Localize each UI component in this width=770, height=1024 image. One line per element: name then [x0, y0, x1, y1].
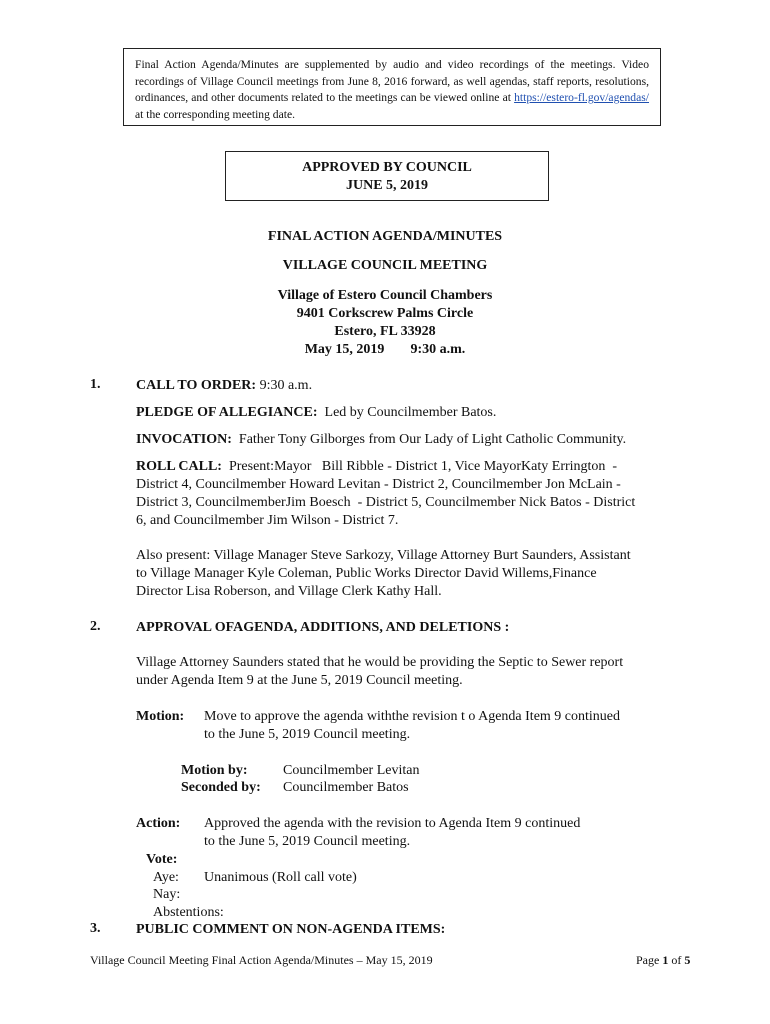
page-word: Page	[636, 953, 660, 967]
roll-line-3: District 3, CouncilmemberJim Boesch - District 5, Councilmember Nick Batos - District	[136, 495, 636, 510]
roll-line-1: Present:Mayor Bill Ribble - District 1, Vice MayorKaty Errington -	[228, 459, 618, 474]
call-label: CALL TO ORDER:	[136, 378, 257, 393]
aye-value: Unanimous (Roll call vote)	[204, 870, 357, 885]
item-3-number: 3.	[90, 921, 101, 936]
motion-line-1: Move to approve the agenda withthe revision t o Agenda Item 9 continued	[204, 709, 621, 724]
roll-call	[136, 458, 617, 476]
item-2-heading: APPROVAL OFAGENDA, ADDITIONS, AND DELETIONS :	[136, 620, 510, 635]
meeting-date: May 15, 2019	[304, 342, 385, 357]
abstentions-label: Abstentions:	[153, 905, 224, 920]
call-value: 9:30 a.m.	[259, 378, 313, 393]
motion-by-value: Councilmember Levitan	[283, 763, 420, 778]
also-line-2: to Village Manager Kyle Coleman, Public Works Director David Willems,Finance	[136, 566, 597, 581]
invocation-value: Father Tony Gilborges from Our Lady of Light Catholic Community.	[238, 432, 627, 447]
notice-text-end: at the corresponding meeting date.	[135, 107, 296, 121]
document-title: FINAL ACTION AGENDA/MINUTES	[267, 229, 503, 244]
approval-stamp-box	[225, 151, 549, 201]
call-to-order	[136, 377, 312, 395]
pledge-label: PLEDGE OF ALLEGIANCE:	[136, 405, 318, 420]
approval-line-2: JUNE 5, 2019	[345, 178, 429, 193]
action-label: Action:	[136, 816, 181, 831]
meeting-address: 9401 Corkscrew Palms Circle	[296, 306, 474, 321]
item-1-number: 1.	[90, 377, 101, 392]
seconded-label: Seconded by:	[181, 780, 261, 795]
roll-line-4: 6, and Councilmember Jim Wilson - District 7.	[136, 513, 399, 528]
meeting-title: VILLAGE COUNCIL MEETING	[282, 258, 488, 273]
agendas-link[interactable]: https://estero-fl.gov/agendas/	[514, 91, 649, 105]
action-line-2: to the June 5, 2019 Council meeting.	[204, 834, 411, 849]
also-line-1: Also present: Village Manager Steve Sarkozy, Village Attorney Burt Saunders, Assistant	[136, 548, 631, 563]
page-number	[636, 953, 690, 968]
meeting-datetime	[0, 342, 770, 358]
pledge-value: Led by Councilmember Batos.	[324, 405, 497, 420]
page-current: 1	[662, 953, 669, 967]
vote-label: Vote:	[146, 852, 178, 867]
meeting-location: Village of Estero Council Chambers	[277, 288, 493, 303]
footer-title: Village Council Meeting Final Action Agenda/Minutes – May 15, 2019	[90, 953, 433, 967]
item-3-heading: PUBLIC COMMENT ON NON-AGENDA ITEMS:	[136, 922, 446, 937]
meeting-city: Estero, FL 33928	[334, 324, 436, 339]
invocation	[136, 431, 626, 449]
of-word: of	[671, 953, 682, 967]
aye-label: Aye:	[153, 870, 179, 885]
pledge	[136, 404, 496, 422]
roll-label: ROLL CALL:	[136, 459, 222, 474]
also-line-3: Director Lisa Roberson, and Village Clerk Kathy Hall.	[136, 584, 442, 599]
roll-line-2: District 4, Councilmember Howard Levitan - District 2, Councilmember Jon McLain -	[136, 477, 621, 492]
nay-label: Nay:	[153, 887, 181, 902]
approval-line-1: APPROVED BY COUNCIL	[302, 160, 472, 175]
notice-text: Final Action Agenda/Minutes are supplemented by audio and video recordings of the meetings. Video recordings of Village Council meetings from June 8, 2016 forward, as well agendas, staff reports, resolutions, ordinances, and other documents related to the meetings can be viewed online at	[135, 58, 649, 105]
invocation-label: INVOCATION:	[136, 432, 232, 447]
motion-line-2: to the June 5, 2019 Council meeting.	[204, 727, 411, 742]
recording-notice	[123, 48, 661, 126]
item-2-para-line-2: under Agenda Item 9 at the June 5, 2019 Council meeting.	[136, 673, 463, 688]
motion-by-label: Motion by:	[181, 763, 248, 778]
seconded-value: Councilmember Batos	[283, 780, 409, 795]
meeting-time: 9:30 a.m.	[410, 342, 466, 357]
item-2-number: 2.	[90, 619, 101, 634]
page-total: 5	[684, 953, 691, 967]
item-2-para-line-1: Village Attorney Saunders stated that he would be providing the Septic to Sewer report	[136, 655, 624, 670]
action-line-1: Approved the agenda with the revision to Agenda Item 9 continued	[204, 816, 581, 831]
motion-label: Motion:	[136, 709, 185, 724]
